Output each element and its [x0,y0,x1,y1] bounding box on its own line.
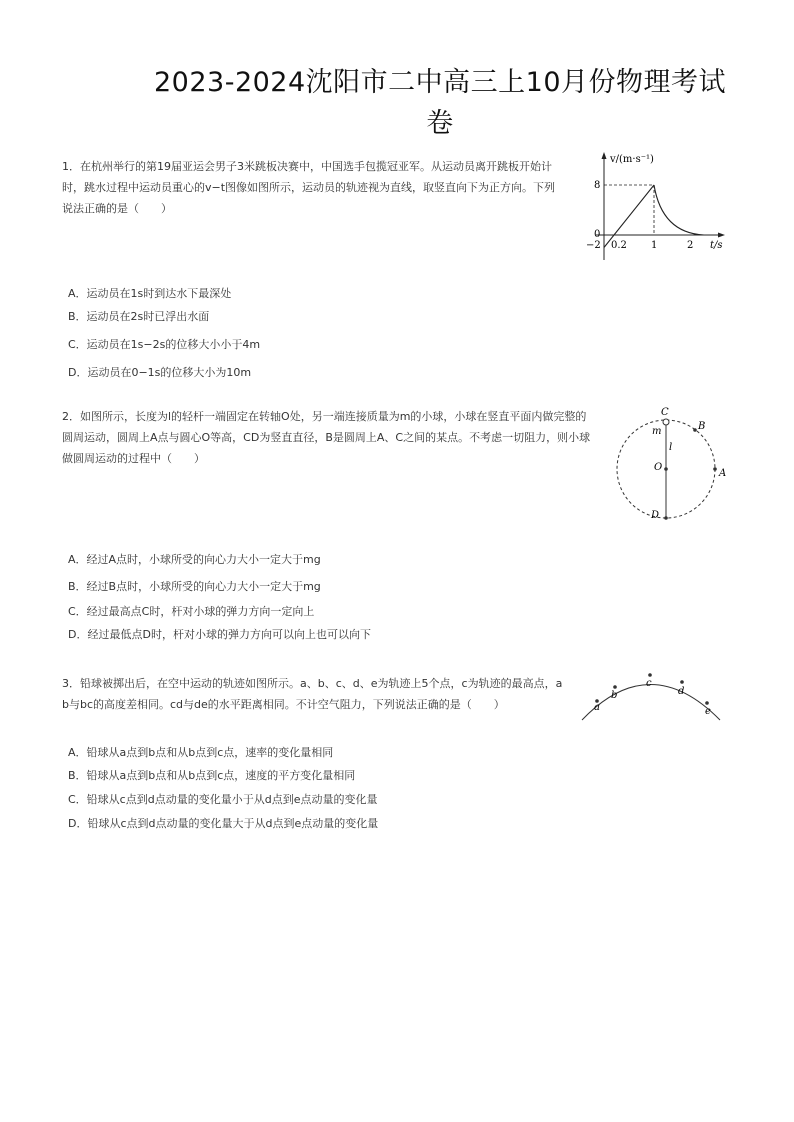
y-axis-arrow [602,152,607,159]
q1-option-c[interactable]: C．运动员在1s−2s的位移大小小于4m [68,338,261,351]
question-1-line: 说法正确的是（ ） [62,202,172,215]
velocity-decay-curve [654,185,704,235]
q1-option-a[interactable]: A．运动员在1s时到达水下最深处 [68,287,232,300]
point-e [705,701,709,705]
point-a [713,467,717,471]
q3-option-b[interactable]: B．铅球从a点到b点和从b点到c点，速度的平方变化量相同 [68,769,356,782]
question-3-line: b与bc的高度差相同。cd与de的水平距离相同。不计空气阻力，下列说法正确的是（ ） [62,698,505,711]
q2-option-a[interactable]: A．经过A点时，小球所受的向心力大小一定大于mg [68,553,321,566]
point-d [664,516,668,520]
page-title-line2: 卷 [426,108,454,139]
q1-option-d[interactable]: D．运动员在0−1s的位移大小为10m [68,366,252,379]
q3-option-d[interactable]: D．铅球从c点到d点动量的变化量大于从d点到e点动量的变化量 [68,817,379,830]
x-axis-arrow [718,233,725,238]
label-o: O [654,462,663,473]
label-m: m [652,426,662,437]
point-b [613,685,617,689]
label-b: B [698,421,706,432]
q3-trajectory-diagram [576,666,726,726]
label-e: e [705,706,711,717]
question-1-line: 时，跳水过程中运动员重心的v−t图像如图所示，运动员的轨迹视为直线，取竖直向下为正方向。下列 [62,181,556,194]
question-1-text [62,156,592,219]
q2-option-c[interactable]: C．经过最高点C时，杆对小球的弹力方向一定向上 [68,605,315,618]
page-title-line1: 2023-2024沈阳市二中高三上10月份物理考试 [153,67,727,98]
q2-option-d[interactable]: D．经过最低点D时，杆对小球的弹力方向可以向上也可以向下 [68,628,371,641]
y-axis-label: v/(m·s⁻¹) [610,154,654,165]
tick-label-0: 0 [594,229,601,240]
question-1-line: 1．在杭州举行的第19届亚运会男子3米跳板决赛中，中国选手包揽冠亚军。从运动员离开跳板开始计 [62,160,552,173]
ball [663,419,669,425]
point-d [680,680,684,684]
q2-option-b[interactable]: B．经过B点时，小球所受的向心力大小一定大于mg [68,580,321,593]
tick-label-0.2: 0.2 [611,240,627,251]
label-d: D [651,510,660,521]
q1-option-b[interactable]: B．运动员在2s时已浮出水面 [68,310,210,323]
x-axis-label: t/s [710,240,723,251]
tick-label-2: 2 [687,240,694,251]
question-3-line: 3．铅球被掷出后，在空中运动的轨迹如图所示。a、b、c、d、e为轨迹上5个点，c为轨迹的最高点，a [62,677,563,690]
label-b: b [611,690,618,701]
point-b [693,428,697,432]
question-2-line: 做圆周运动的过程中（ ） [62,452,205,465]
velocity-line [604,185,654,248]
question-2-text [62,406,622,469]
tick-label-8: 8 [594,180,601,191]
point-c [648,673,652,677]
tick-label-1: 1 [651,240,658,251]
q3-option-a[interactable]: A．铅球从a点到b点和从b点到c点，速率的变化量相同 [68,746,334,759]
q1-vt-graph [582,150,732,265]
label-a: a [594,702,600,713]
label-d: d [678,686,685,697]
point-o [664,467,668,471]
label-l: l [669,442,673,453]
q2-circle-diagram [608,404,738,528]
label-a: A [719,468,727,479]
question-2-line: 圆周运动，圆周上A点与圆心O等高，CD为竖直直径，B是圆周上A、C之间的某点。不考虑一切阻力，则小球 [62,431,591,444]
label-c: C [661,407,669,418]
label-c: c [646,678,652,689]
trajectory-curve [582,685,720,721]
tick-label-neg2: −2 [586,240,601,251]
q3-option-c[interactable]: C．铅球从c点到d点动量的变化量小于从d点到e点动量的变化量 [68,793,378,806]
question-3-text [62,673,582,715]
question-2-line: 2．如图所示，长度为l的轻杆一端固定在转轴O处，另一端连接质量为m的小球，小球在竖直平面内做完整的 [62,410,587,423]
